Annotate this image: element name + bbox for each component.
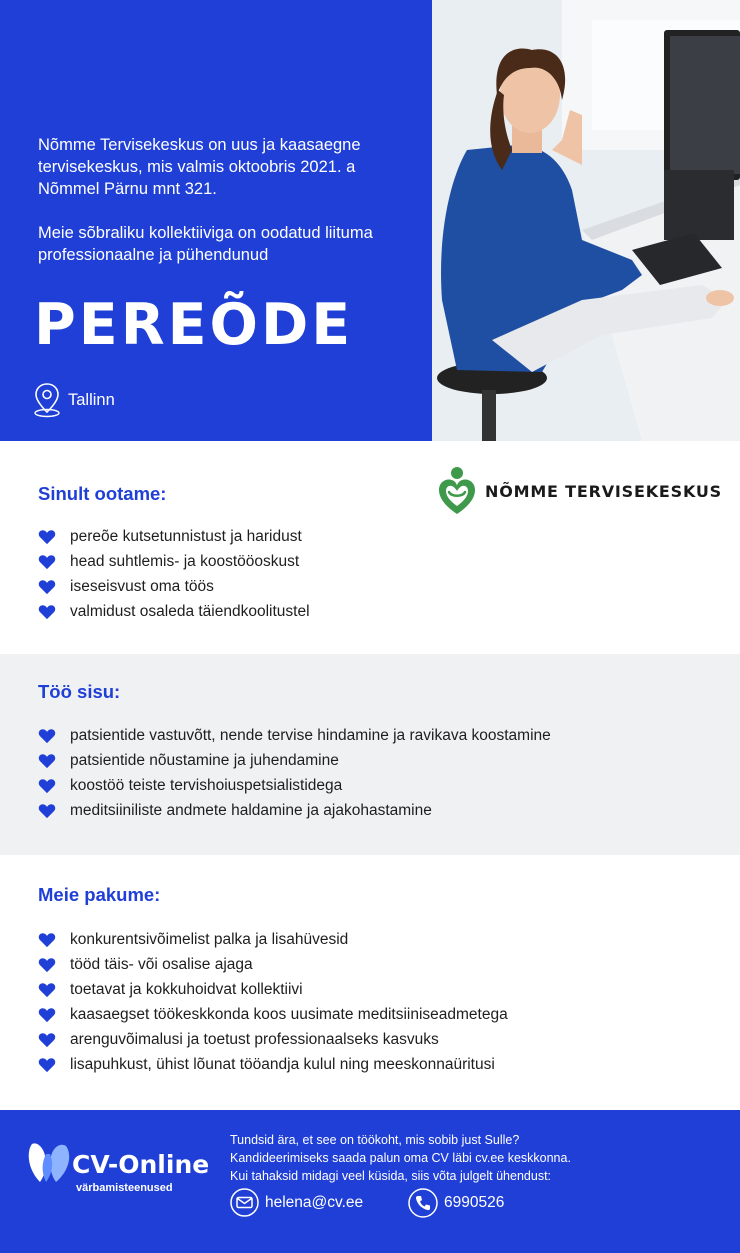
- nurse-at-desk-photo: [432, 0, 740, 441]
- location: [32, 382, 115, 418]
- footer-line-3: Kui tahaksid midagi veel küsida, siis võta julgelt ühendust:: [230, 1169, 552, 1183]
- footer: [0, 1110, 740, 1253]
- offer-title: Meie pakume:: [38, 884, 161, 905]
- list-item: [38, 773, 551, 798]
- list-item: [38, 748, 551, 773]
- list-item-text: patsientide vastuvõtt, nende tervise hindamine ja ravikava koostamine: [70, 726, 551, 744]
- location-label: Tallinn: [68, 390, 115, 409]
- cv-online-brand: CV-Online: [72, 1150, 210, 1179]
- heart-icon: [38, 803, 56, 819]
- list-item: [38, 1002, 508, 1027]
- list-item-text: lisapuhkust, ühist lõunat tööandja kulul ning meeskonnaüritusi: [70, 1055, 495, 1073]
- duties-section: [0, 654, 740, 855]
- list-item-text: meditsiiniliste andmete haldamine ja ajakohastamine: [70, 801, 432, 819]
- requirements-title: Sinult ootame:: [38, 483, 167, 504]
- heart-icon: [38, 932, 56, 948]
- hero-banner: [0, 0, 740, 441]
- heart-icon: [38, 753, 56, 769]
- list-item-text: valmidust osaleda täiendkoolitustel: [70, 602, 310, 620]
- list-item: [38, 574, 310, 599]
- list-item: [38, 524, 310, 549]
- email-contact[interactable]: [230, 1188, 363, 1217]
- cv-online-logo: [26, 1140, 210, 1194]
- list-item: [38, 927, 508, 952]
- heart-icon: [38, 1057, 56, 1073]
- heart-icon: [38, 604, 56, 620]
- intro-paragraph-2: Meie sõbraliku kollektiiviga on oodatud liituma professionaalne ja pühendunud: [38, 224, 373, 264]
- heart-icon: [38, 1032, 56, 1048]
- list-item: [38, 1027, 508, 1052]
- duties-list: [38, 723, 551, 823]
- list-item: [38, 1052, 508, 1077]
- duties-title: Töö sisu:: [38, 681, 121, 702]
- list-item-text: konkurentsivõimelist palka ja lisahüvesid: [70, 930, 349, 948]
- footer-line-1: Tundsid ära, et see on töökoht, mis sobib just Sulle?: [230, 1133, 520, 1147]
- offer-section: [0, 855, 740, 1110]
- employer-logo-text: NÕMME TERVISEKESKUS: [485, 481, 722, 501]
- footer-line-2: Kandideerimiseks saada palun oma CV läbi cv.ee keskkonna.: [230, 1151, 571, 1165]
- list-item: [38, 977, 508, 1002]
- email-link[interactable]: helena@cv.ee: [265, 1193, 364, 1211]
- list-item-text: iseseisvust oma töös: [70, 577, 214, 595]
- list-item-text: head suhtlemis- ja koostööoskust: [70, 552, 300, 570]
- list-item-text: arenguvõimalusi ja toetust professionaalseks kasvuks: [70, 1030, 439, 1048]
- requirements-list: [38, 524, 310, 624]
- email-icon: [230, 1188, 259, 1217]
- list-item-text: tööd täis- või osalise ajaga: [70, 955, 253, 973]
- list-item-text: toetavat ja kokkuhoidvat kollektiivi: [70, 980, 303, 998]
- list-item-text: patsientide nõustamine ja juhendamine: [70, 751, 339, 769]
- heart-icon: [38, 554, 56, 570]
- phone-contact[interactable]: [408, 1188, 504, 1218]
- heart-icon: [38, 579, 56, 595]
- offer-list: [38, 927, 508, 1077]
- cv-online-tagline: värbamisteenused: [76, 1182, 173, 1194]
- phone-link[interactable]: 6990526: [444, 1194, 505, 1211]
- list-item-text: pereõe kutsetunnistust ja haridust: [70, 527, 302, 545]
- phone-icon: [408, 1188, 438, 1218]
- intro-paragraph-1: Nõmme Tervisekeskus on uus ja kaasaegne tervisekeskus, mis valmis oktoobris 2021. a Nõmmel Pärnu mnt 321.: [38, 136, 361, 198]
- heart-icon: [38, 529, 56, 545]
- heart-icon: [38, 957, 56, 973]
- heart-icon: [38, 778, 56, 794]
- heart-person-logo-icon: [437, 466, 477, 516]
- job-title: PEREÕDE: [34, 292, 354, 358]
- list-item: [38, 723, 551, 748]
- heart-icon: [38, 728, 56, 744]
- map-pin-icon: [32, 382, 62, 418]
- list-item-text: koostöö teiste tervishoiuspetsialistidega: [70, 776, 343, 794]
- intro-text: [38, 134, 408, 266]
- list-item: [38, 952, 508, 977]
- footer-message: [230, 1131, 571, 1185]
- list-item: [38, 549, 310, 574]
- list-item: [38, 599, 310, 624]
- heart-icon: [38, 982, 56, 998]
- heart-icon: [38, 1007, 56, 1023]
- cv-online-logo-icon: [26, 1140, 72, 1186]
- employer-logo: [437, 466, 722, 516]
- list-item-text: kaasaegset töökeskkonda koos uusimate meditsiiniseadmetega: [70, 1005, 508, 1023]
- list-item: [38, 798, 551, 823]
